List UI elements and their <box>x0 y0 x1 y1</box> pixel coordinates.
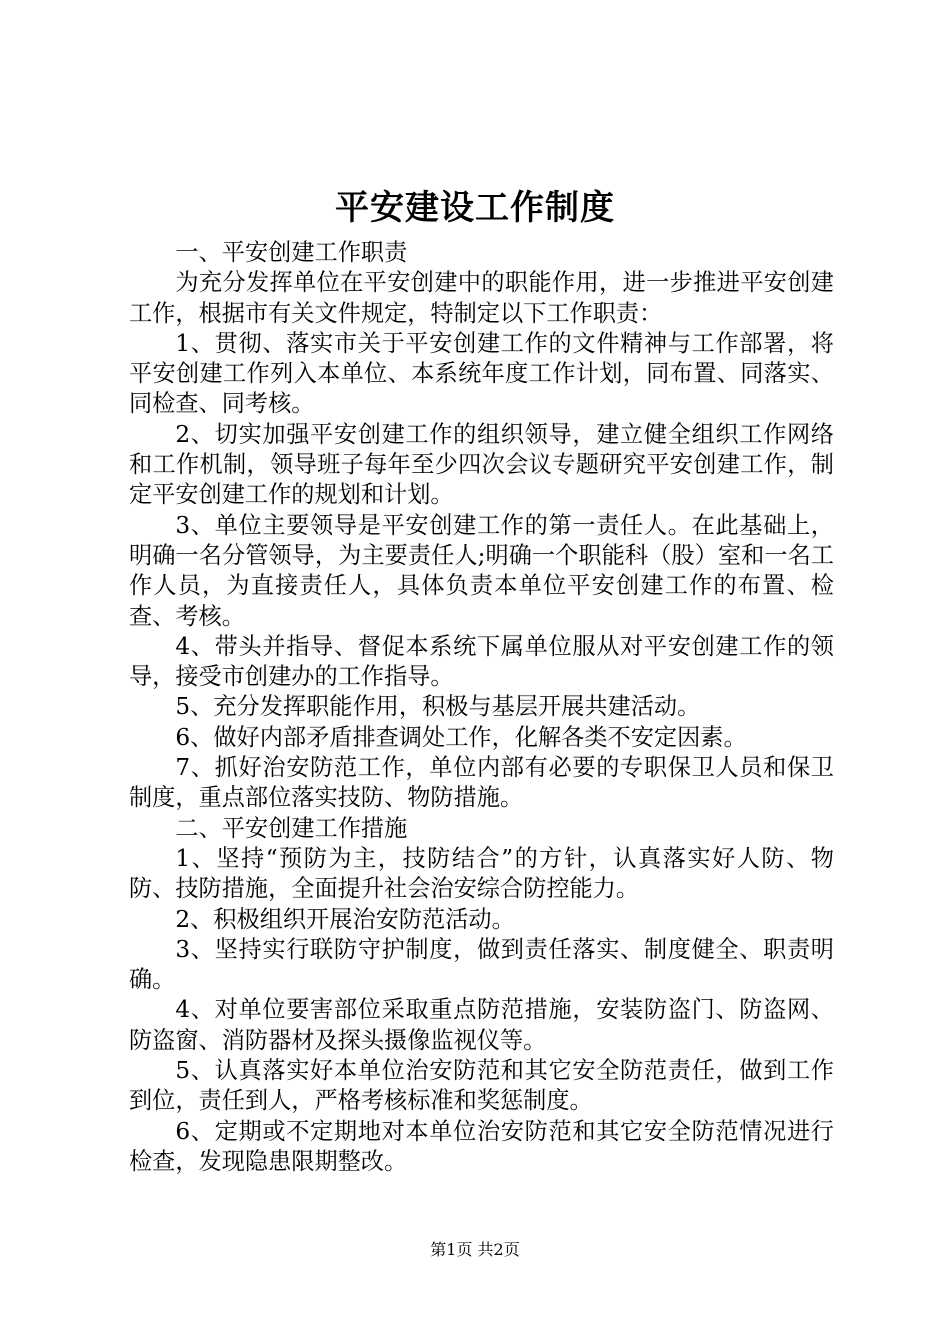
document-title: 平安建设工作制度 <box>335 188 615 228</box>
intro-paragraph: 为充分发挥单位在平安创建中的职能作用，进一步推进平安创建工作，根据市有关文件规定，特制定以下工作职责： <box>129 269 834 327</box>
document-body <box>129 238 834 1177</box>
responsibility-item-2: 2、切实加强平安创建工作的组织领导，建立健全组织工作网络和工作机制，领导班子每年至少四次会议专题研究平安创建工作，制定平安创建工作的规划和计划。 <box>129 420 834 509</box>
measure-item-6: 6、定期或不定期地对本单位治安防范和其它安全防范情况进行检查，发现隐患限期整改。 <box>129 1117 834 1175</box>
responsibility-item-6: 6、做好内部矛盾排查调处工作，化解各类不安定因素。 <box>175 723 747 751</box>
section-heading-responsibilities: 一、平安创建工作职责 <box>175 239 408 266</box>
responsibility-item-3: 3、单位主要领导是平安创建工作的第一责任人。在此基础上，明确一名分管领导，为主要责任人;明确一个职能科（股）室和一名工作人员，为直接责任人，具体负责本单位平安创建工作的布置、检查、考核。 <box>129 511 834 630</box>
section-heading-measures: 二、平安创建工作措施 <box>175 814 408 842</box>
measure-item-4: 4、对单位要害部位采取重点防范措施，安装防盗门、防盗网、防盗窗、消防器材及探头摄像监视仪等。 <box>129 996 834 1054</box>
page-footer: 第1页 共2页 <box>430 1240 520 1259</box>
responsibility-item-5: 5、充分发挥职能作用，积极与基层开展共建活动。 <box>175 693 701 721</box>
measure-item-2: 2、积极组织开展治安防范活动。 <box>175 905 515 933</box>
responsibility-item-7: 7、抓好治安防范工作，单位内部有必要的专职保卫人员和保卫制度，重点部位落实技防、物防措施。 <box>129 754 834 812</box>
responsibility-item-4: 4、带头并指导、督促本系统下属单位服从对平安创建工作的领导，接受市创建办的工作指导。 <box>129 632 834 691</box>
responsibility-item-1: 1、贯彻、落实市关于平安创建工作的文件精神与工作部署，将平安创建工作列入本单位、本系统年度工作计划，同布置、同落实、同检查、同考核。 <box>129 329 834 418</box>
measure-item-3: 3、坚持实行联防守护制度，做到责任落实、制度健全、职责明确。 <box>129 935 834 994</box>
measure-item-5: 5、认真落实好本单位治安防范和其它安全防范责任，做到工作到位，责任到人，严格考核标准和奖惩制度。 <box>129 1057 834 1115</box>
measure-item-1: 1、坚持“预防为主，技防结合”的方针，认真落实好人防、物防、技防措施，全面提升社会治安综合防控能力。 <box>129 844 834 903</box>
